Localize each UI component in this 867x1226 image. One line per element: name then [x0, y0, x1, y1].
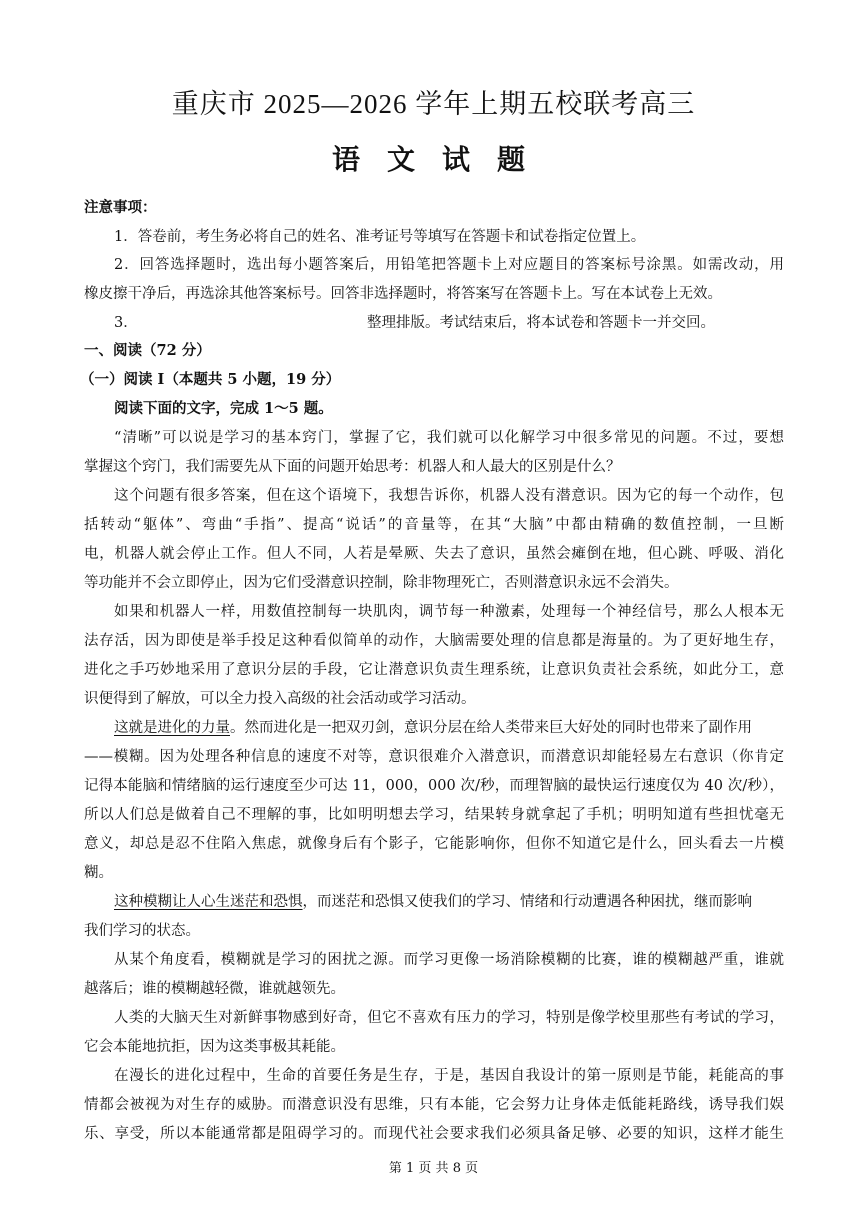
passage-line: 所以人们总是做着自己不理解的事，比如明明想去学习，结果转身就拿起了手机；明明知道有些担忧毫无	[84, 807, 784, 823]
passage-line: 在漫长的进化过程中，生命的首要任务是生存，于是，基因自我设计的第一原则是节能，耗能高的事	[114, 1068, 784, 1084]
passage-text: ，而迷茫和恐惧又使我们的学习、情绪和行动遭遇各种困扰，继而影响	[302, 894, 752, 910]
passage-line: “清晰”可以说是学习的基本窍门，掌握了它，我们就可以化解学习中很多常见的问题。不过，要想	[114, 430, 784, 446]
passage-line: 这个问题有很多答案，但在这个语境下，我想告诉你，机器人没有潜意识。因为它的每一个动作，包	[114, 488, 784, 504]
underlined-phrase-2: 这种模糊让人心生迷茫和恐惧	[114, 894, 303, 910]
exam-title: 重庆市 2025—2026 学年上期五校联考高三	[171, 89, 696, 119]
passage-line: 法存活，因为即使是举手投足这种看似简单的动作，大脑需要处理的信息都是海量的。为了更好地生存，	[84, 633, 784, 649]
notice-item-3-text: 整理排版。考试结束后，将本试卷和答题卡一并交回。	[367, 315, 715, 331]
passage-line: 乐、享受，所以本能通常都是阻碍学习的。而现代社会要求我们必须具备足够、必要的知识，这样才能生	[84, 1126, 784, 1142]
passage-line: 它会本能地抗拒，因为这类事极其耗能。	[84, 1039, 345, 1055]
passage-line: 意义，却总是忍不住陷入焦虑，就像身后有个影子，它能影响你，但你不知道它是什么，回头看去一片模	[84, 836, 784, 852]
passage-text: 。然而进化是一把双刃剑，意识分层在给人类带来巨大好处的同时也带来了副作用	[230, 720, 752, 736]
passage-line: 进化之手巧妙地采用了意识分层的手段，它让潜意识负责生理系统，让意识负责社会系统，如此分工，意	[84, 662, 784, 678]
section-heading: 一、阅读（72 分）	[84, 342, 211, 359]
notice-heading: 注意事项：	[84, 199, 157, 216]
passage-line: 记得本能脑和情绪脑的运行速度至少可达 11，000，000 次/秒，而理智脑的最快运行速度仅为 40 次/秒），	[84, 778, 784, 794]
passage-line: 情都会被视为对生存的威胁。而潜意识没有思维，只有本能，它会努力让身体走低能耗路线，诱导我们娱	[84, 1097, 784, 1113]
subject-title: 语 文 试 题	[331, 145, 535, 176]
passage-line: 等功能并不会立即停止，因为它们受潜意识控制，除非物理死亡，否则潜意识永远不会消失。	[84, 575, 679, 591]
notice-item-3-number: 3．	[114, 315, 138, 331]
subsection-heading: （一）阅读 I（本题共 5 小题，19 分）	[80, 371, 341, 388]
passage-line: 电，机器人就会停止工作。但人不同，人若是晕厥、失去了意识，虽然会瘫倒在地，但心跳、呼吸、消化	[84, 546, 784, 562]
passage-line-underlined-1	[114, 719, 784, 737]
notice-item-2-cont: 橡皮擦干净后，再选涂其他答案标号。回答非选择题时，将答案写在答题卡上。写在本试卷上无效。	[84, 286, 722, 302]
passage-line: 掌握这个窍门，我们需要先从下面的问题开始思考：机器人和人最大的区别是什么？	[84, 459, 621, 475]
passage-line: 我们学习的状态。	[84, 923, 200, 939]
reading-instruction: 阅读下面的文字，完成 1～5 题。	[114, 400, 333, 417]
notice-item-3	[114, 314, 784, 332]
passage-line: 人类的大脑天生对新鲜事物感到好奇，但它不喜欢有压力的学习，特别是像学校里那些有考试的学习，	[114, 1010, 784, 1026]
passage-line: ——模糊。因为处理各种信息的速度不对等，意识很难介入潜意识，而潜意识却能轻易左右意识（你肯定	[84, 749, 784, 765]
passage-line: 从某个角度看，模糊就是学习的困扰之源。而学习更像一场消除模糊的比赛，谁的模糊越严重，谁就	[114, 952, 784, 968]
passage-line: 糊。	[84, 865, 113, 881]
passage-line: 如果和机器人一样，用数值控制每一块肌肉，调节每一种激素，处理每一个神经信号，那么人根本无	[114, 604, 784, 620]
notice-item-2: 2．回答选择题时，选出每小题答案后，用铅笔把答题卡上对应题目的答案标号涂黑。如需改动，用	[114, 257, 784, 273]
passage-line-underlined-2	[114, 893, 784, 911]
passage-line: 识便得到了解放，可以全力投入高级的社会活动或学习活动。	[84, 691, 476, 707]
notice-item-1: 1．答卷前，考生务必将自己的姓名、准考证号等填写在答题卡和试卷指定位置上。	[114, 229, 646, 245]
passage-line: 括转动“躯体”、弯曲“手指”、提高“说话”的音量等，在其“大脑”中都由精确的数值控制，一旦断	[84, 517, 784, 533]
page-number: 第 1 页 共 8 页	[388, 1161, 479, 1176]
underlined-phrase-1: 这就是进化的力量	[114, 720, 230, 736]
passage-line: 越落后；谁的模糊越轻微，谁就越领先。	[84, 981, 345, 997]
